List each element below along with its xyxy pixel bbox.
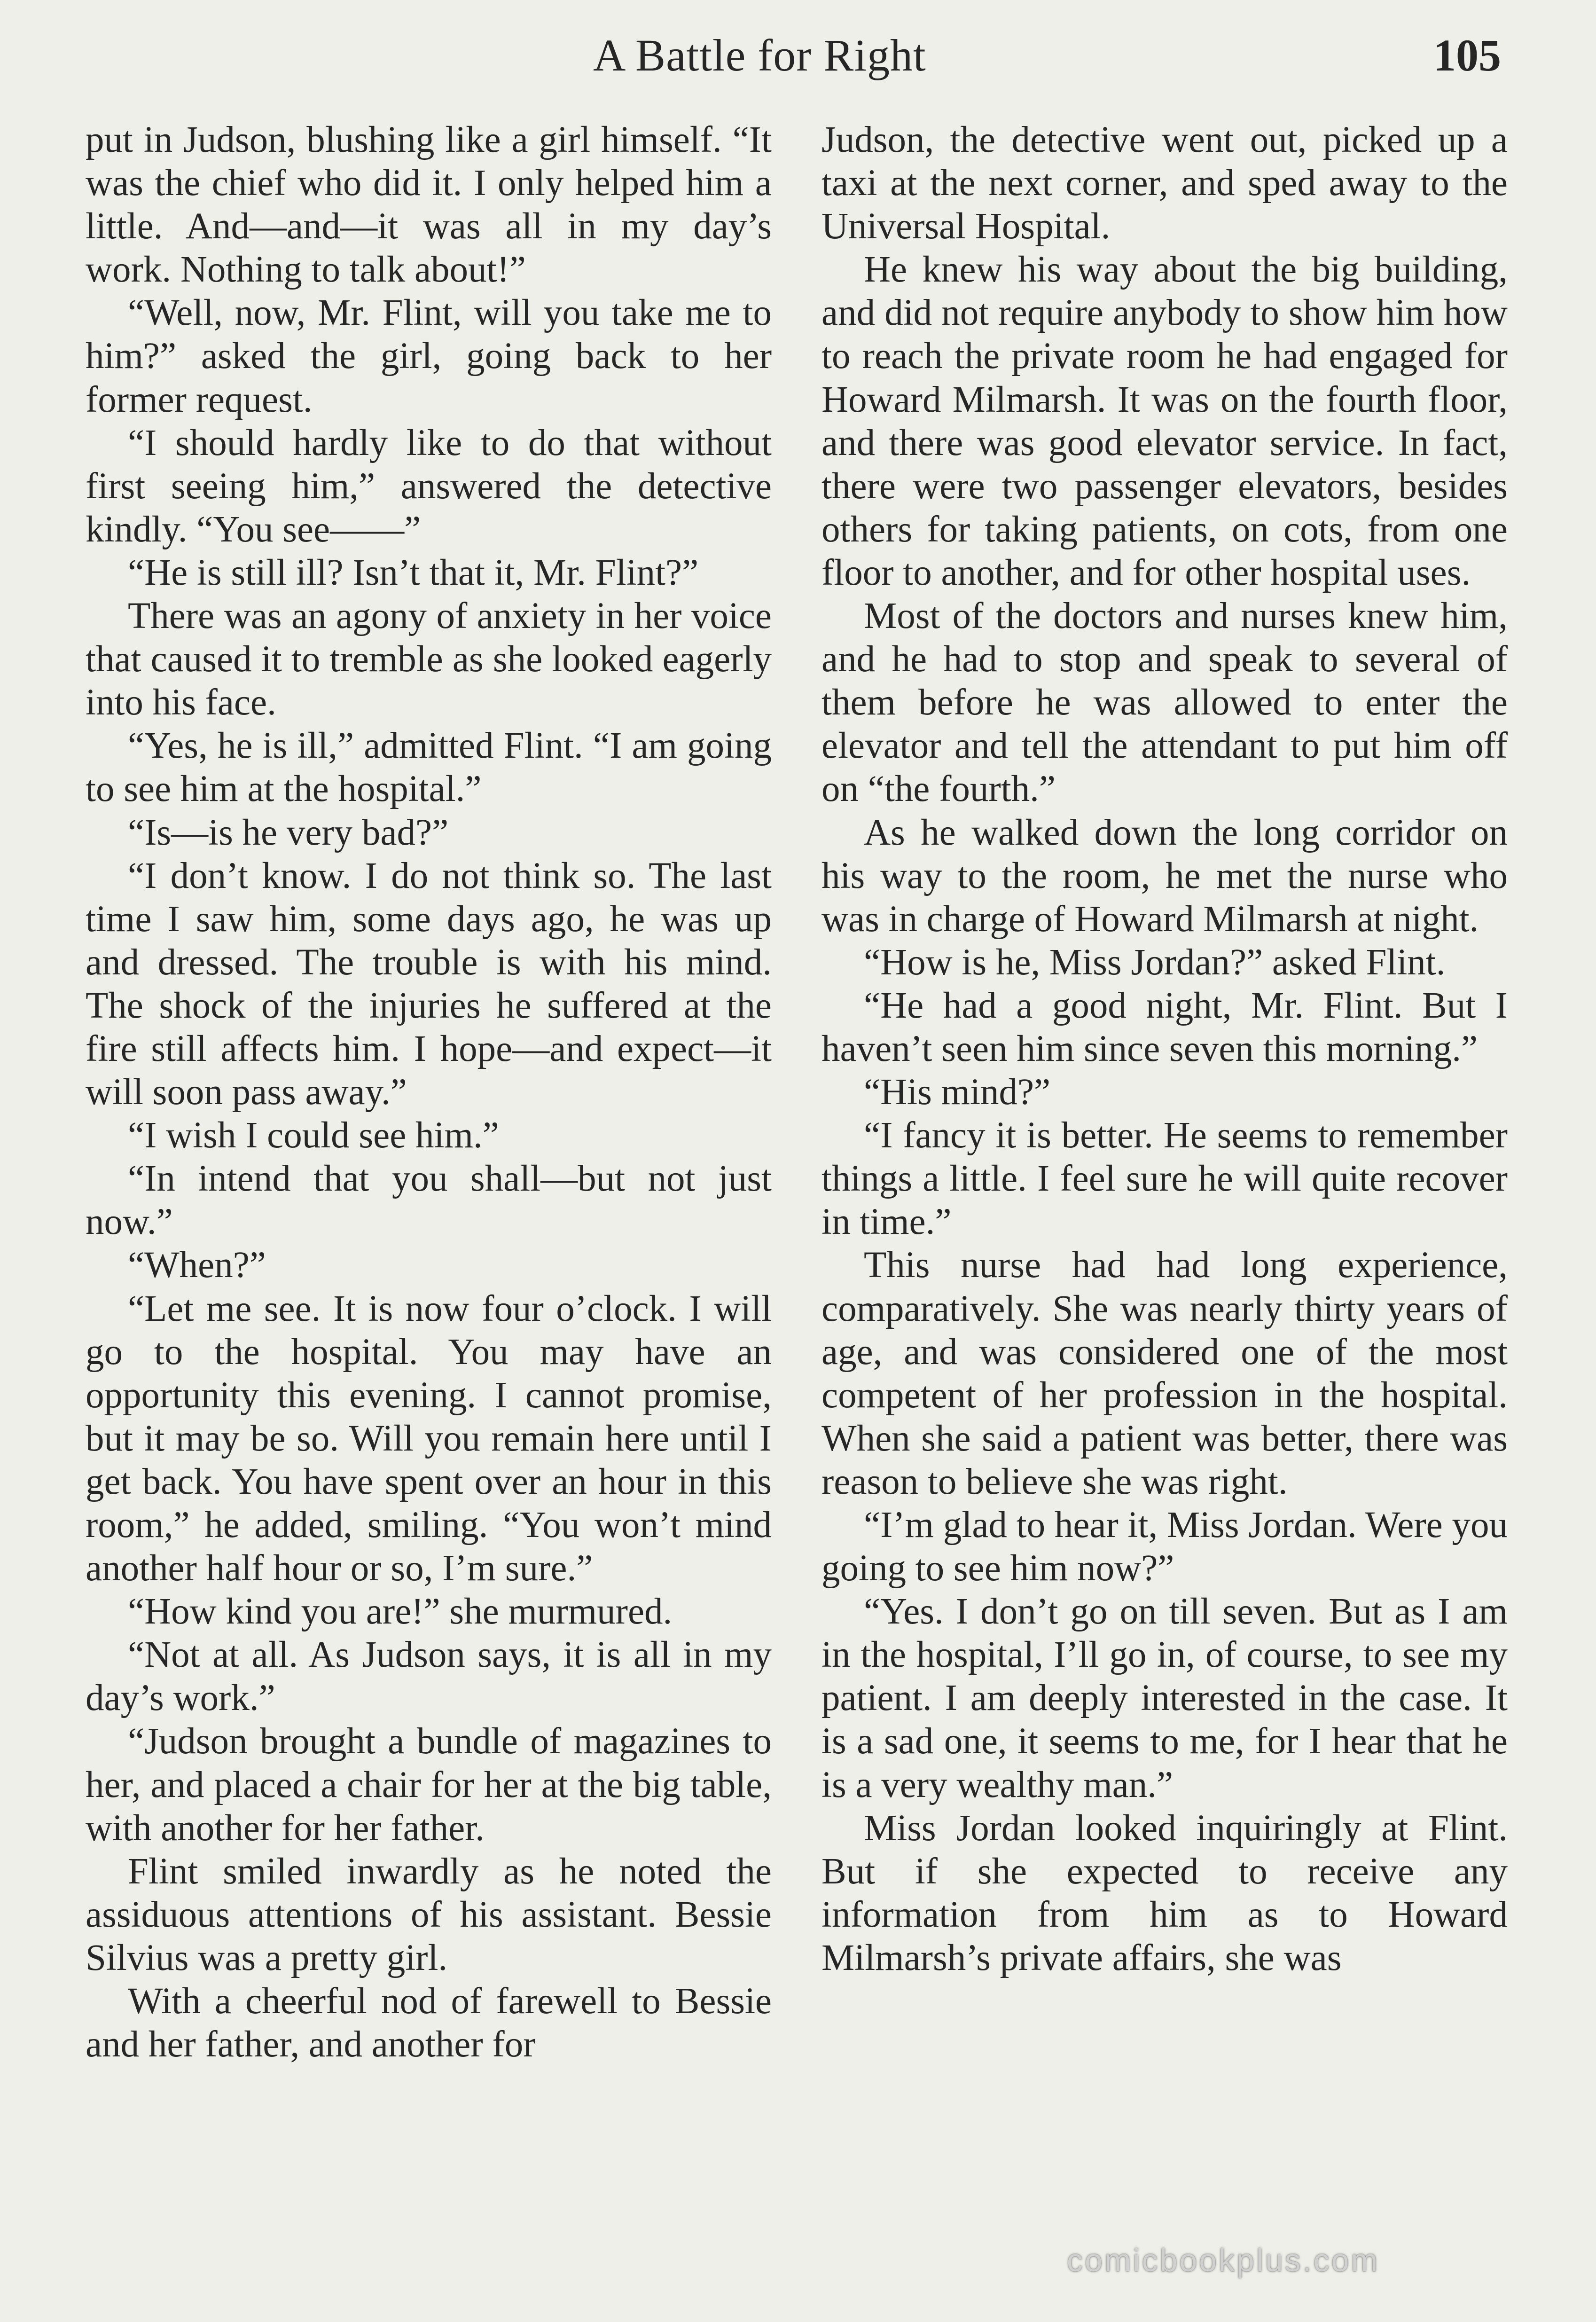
paragraph: “I should hardly like to do that without first seeing him,” answered the detective kindly. “You see——”	[86, 422, 772, 550]
paragraph: “In intend that you shall—but not just now.”	[86, 1158, 772, 1243]
paragraph: “I fancy it is better. He seems to remember things a little. I feel sure he will quite recover in time.”	[821, 1115, 1508, 1243]
paragraph: This nurse had had long experience, comparatively. She was nearly thirty years of age, and was considered one of the most competent of her profession in the hospital. When she said a patient was better, there was reason to believe she was right.	[821, 1245, 1508, 1502]
left-text-column	[86, 118, 772, 2066]
paragraph: With a cheerful nod of farewell to Bessie and her father, and another for	[86, 1981, 772, 2065]
paragraph: “Yes, he is ill,” admitted Flint. “I am going to see him at the hospital.”	[86, 725, 772, 810]
paragraph: “Not at all. As Judson says, it is all in my day’s work.”	[86, 1634, 772, 1719]
watermark: comicbookplus.com	[1067, 2243, 1380, 2278]
paragraph: “Yes. I don’t go on till seven. But as I am in the hospital, I’ll go in, of course, to see my patient. I am deeply interested in the case. It is a sad one, it seems to me, for I hear that he is a very wealthy man.”	[821, 1591, 1508, 1805]
paragraph: “Judson brought a bundle of magazines to her, and placed a chair for her at the big table, with another for her father.	[86, 1721, 772, 1849]
paragraph: “I don’t know. I do not think so. The last time I saw him, some days ago, he was up and dressed. The trouble is with his mind. The shock of the injuries he suffered at the fire still affects him. I hope—and expect—it will soon pass away.”	[86, 855, 772, 1113]
paragraph: As he walked down the long corridor on his way to the room, he met the nurse who was in charge of Howard Milmarsh at night.	[821, 812, 1508, 940]
paragraph: “How kind you are!” she murmured.	[128, 1591, 673, 1632]
paragraph: Flint smiled inwardly as he noted the assiduous attentions of his assistant. Bessie Silvius was a pretty girl.	[86, 1851, 772, 1978]
running-title: A Battle for Right	[593, 30, 926, 80]
paragraph: He knew his way about the big building, and did not require anybody to show him how to reach the private room he had engaged for Howard Milmarsh. It was on the fourth floor, and there was good elevator service. In fact, there were two passenger elevators, besides others for taking patients, on cots, from one floor to another, and for other hospital uses.	[821, 249, 1508, 593]
paragraph: “His mind?”	[864, 1072, 1051, 1113]
paragraph: There was an agony of anxiety in her voice that caused it to tremble as she looked eagerly into his face.	[86, 596, 772, 723]
paragraph: “I’m glad to hear it, Miss Jordan. Were you going to see him now?”	[821, 1505, 1508, 1589]
paragraph: “How is he, Miss Jordan?” asked Flint.	[864, 941, 1446, 983]
paragraph: Miss Jordan looked inquiringly at Flint. But if she expected to receive any information from him as to Howard Milmarsh’s private affairs, she was	[821, 1807, 1508, 1978]
paragraph: “I wish I could see him.”	[128, 1115, 499, 1156]
paragraph: Judson, the detective went out, picked up a taxi at the next corner, and sped away to the Universal Hospital.	[821, 119, 1508, 247]
paragraph: Most of the doctors and nurses knew him, and he had to stop and speak to several of them before he was allowed to enter the elevator and tell the attendant to put him off on “the fourth.”	[821, 596, 1508, 810]
paragraph: “Well, now, Mr. Flint, will you take me to him?” asked the girl, going back to her former request.	[86, 292, 772, 420]
paragraph: “Let me see. It is now four o’clock. I will go to the hospital. You may have an opportunity this evening. I cannot promise, but it may be so. Will you remain here until I get back. You have spent over an hour in this room,” he added, smiling. “You won’t mind another half hour or so, I’m sure.”	[86, 1288, 772, 1589]
page-number: 105	[1433, 30, 1501, 80]
paragraph: “When?”	[128, 1245, 266, 1286]
right-text-column	[821, 118, 1508, 1980]
paragraph: “He is still ill? Isn’t that it, Mr. Flint?”	[128, 552, 699, 593]
paragraph: put in Judson, blushing like a girl himself. “It was the chief who did it. I only helped him a little. And—and—it was all in my day’s work. Nothing to talk about!”	[86, 119, 772, 290]
paragraph: “He had a good night, Mr. Flint. But I haven’t seen him since seven this morning.”	[821, 985, 1508, 1069]
paragraph: “Is—is he very bad?”	[128, 812, 449, 853]
